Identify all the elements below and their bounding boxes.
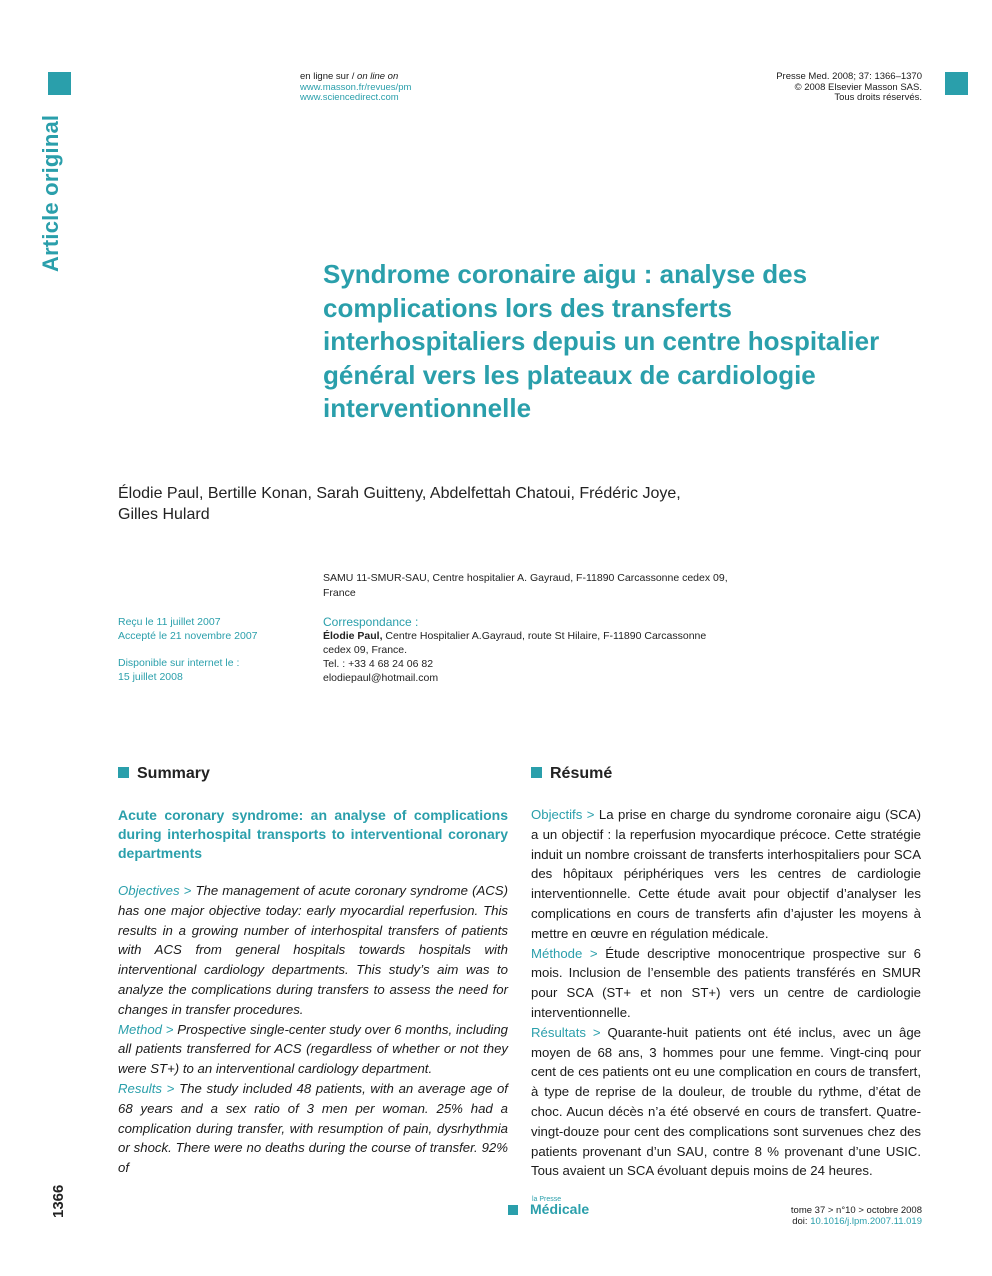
journal-citation bbox=[776, 72, 922, 104]
objectifs-text: La prise en charge du syndrome coronaire aigu (SCA) a un objectif : la reperfusion myocardique précoce. Cette stratégie induit un nombre croissant de transferts interhospitaliers pour SCA des hôpitaux périphériques vers les centres de cardiologie interventionnelle. Cette étude avait pour objectif d’analyser les complications en cours de transferts afin d’ajuster les moyens à mettre en œuvre en régulation médicale. bbox=[531, 807, 921, 941]
summary-objectives bbox=[118, 881, 508, 1020]
correspondence-address-2: cedex 09, France. bbox=[323, 644, 408, 656]
corner-square-right bbox=[945, 72, 968, 95]
summary-heading bbox=[118, 765, 210, 783]
article-title: Syndrome coronaire aigu : analyse des complications lors des transferts interhospitaliers depuis un centre hospitalier général vers les plateaux de cardiologie interventionnelle bbox=[323, 259, 880, 423]
objectives-label: Objectives > bbox=[118, 883, 196, 898]
citation-line: Presse Med. 2008; 37: 1366–1370 bbox=[776, 71, 922, 82]
article-dates bbox=[118, 616, 308, 684]
logo-big-text: Médicale bbox=[530, 1201, 590, 1217]
summary-bullet bbox=[118, 767, 129, 778]
authors-line-1: Élodie Paul, Bertille Konan, Sarah Guitteny, Abdelfettah Chatoui, Frédéric Joye, bbox=[118, 485, 681, 502]
online-availability bbox=[300, 72, 411, 104]
authors-line-2: Gilles Hulard bbox=[118, 506, 210, 523]
resume-body bbox=[531, 805, 921, 1181]
affiliation-line-2: France bbox=[323, 586, 356, 599]
resume-methode bbox=[531, 944, 921, 1023]
resume-heading-text: Résumé bbox=[550, 765, 613, 782]
summary-method bbox=[118, 1020, 508, 1079]
results-label: Results > bbox=[118, 1080, 180, 1096]
doi-link[interactable]: 10.1016/j.lpm.2007.11.019 bbox=[810, 1215, 922, 1227]
resume-bullet bbox=[531, 767, 542, 778]
english-title: Acute coronary syndrome: an analyse of complications during interhospital transports to interventional coronary departments bbox=[118, 807, 508, 861]
received-date: Reçu le 11 juillet 2007 bbox=[118, 616, 221, 628]
methode-label: Méthode > bbox=[531, 945, 606, 961]
resultats-label: Résultats > bbox=[531, 1024, 608, 1040]
methode-text: Étude descriptive monocentrique prospective sur 6 mois. Inclusion de l’ensemble des patients transférés en SMUR pour SCA (ST+ et non ST+) vers un centre de cardiologie interventionnelle. bbox=[531, 945, 921, 1020]
online-label-fr: en ligne sur / bbox=[300, 71, 358, 82]
resume-heading bbox=[531, 765, 612, 783]
correspondence-name: Élodie Paul, bbox=[323, 630, 383, 642]
logo-square bbox=[508, 1205, 518, 1215]
resume-objectifs bbox=[531, 805, 921, 944]
masson-link[interactable]: www.masson.fr/revues/pm bbox=[300, 81, 412, 93]
resultats-text: Quarante-huit patients ont été inclus, avec un âge moyen de 68 ans, 3 hommes pour une femme. Vingt-cinq pour cent de ces patients ont eu une complication en cours de transfert, à type de reprise de la douleur, de trouble du rythme, d’état de choc. Aucun décès n’a été observé en cours de transfert. Quatre-vingt-douze pour cent des complications sont survenues chez des patients provenant d’un SAU, contre 8 % provenant d’une USIC. Tous avaient un SCA évoluant depuis moins de 24 heures. bbox=[531, 1024, 921, 1179]
rights-line: Tous droits réservés. bbox=[834, 92, 922, 103]
affiliation bbox=[323, 571, 753, 600]
copyright-line: © 2008 Elsevier Masson SAS. bbox=[794, 81, 922, 93]
affiliation-line-1: SAMU 11-SMUR-SAU, Centre hospitalier A. Gayraud, F-11890 Carcassonne cedex 09, bbox=[323, 572, 728, 584]
correspondence bbox=[323, 615, 743, 685]
doi-label: doi: bbox=[792, 1215, 811, 1227]
resume-resultats bbox=[531, 1023, 921, 1181]
method-text: Prospective single-center study over 6 months, including all patients transferred for ACS (regardless of whether or not they were ST+) to an interventional cardiology department. bbox=[118, 1021, 508, 1077]
objectifs-label: Objectifs > bbox=[531, 807, 599, 822]
sciencedirect-link[interactable]: www.sciencedirect.com bbox=[300, 92, 399, 103]
page-number: 1366 bbox=[50, 1184, 67, 1218]
author-list bbox=[118, 483, 758, 525]
online-label-en: on line on bbox=[357, 71, 399, 82]
logo-small-text: la Presse bbox=[532, 1196, 562, 1203]
corner-square-left bbox=[48, 72, 71, 95]
summary-results bbox=[118, 1079, 508, 1178]
online-date: 15 juillet 2008 bbox=[118, 670, 183, 683]
article-type-label: Article original bbox=[38, 114, 63, 272]
summary-body bbox=[118, 881, 508, 1178]
issue-info: tome 37 > n°10 > octobre 2008 bbox=[790, 1205, 922, 1216]
online-date-label: Disponible sur internet le : bbox=[118, 657, 240, 669]
results-text: The study included 48 patients, with an average age of 68 years and a sex ratio of 3 men per woman. 25% had a complication during transfer, with resumption of pain, dysrhythmia or shock. There were no deaths during the course of transfer. 92% of bbox=[118, 1080, 508, 1176]
correspondence-address-1: Centre Hospitalier A.Gayraud, route St Hilaire, F-11890 Carcassonne bbox=[382, 630, 707, 642]
objectives-text: The management of acute coronary syndrome (ACS) has one major objective today: early myocardial reperfusion. This results in a growing number of interhospital transfers of patients with ACS from general hospitals towards hospitals with interventional cardiology departments. This study’s aim was to analyze the complications during transfers to assess the need for changes in transfer procedures. bbox=[118, 883, 508, 1017]
correspondence-tel: Tel. : +33 4 68 24 06 82 bbox=[323, 658, 434, 670]
accepted-date: Accepté le 21 novembre 2007 bbox=[118, 629, 258, 642]
correspondence-heading: Correspondance : bbox=[323, 615, 419, 629]
issue-footer bbox=[791, 1206, 922, 1227]
method-label: Method > bbox=[118, 1021, 178, 1037]
summary-heading-text: Summary bbox=[137, 765, 210, 782]
correspondence-email[interactable]: elodiepaul@hotmail.com bbox=[323, 672, 439, 684]
